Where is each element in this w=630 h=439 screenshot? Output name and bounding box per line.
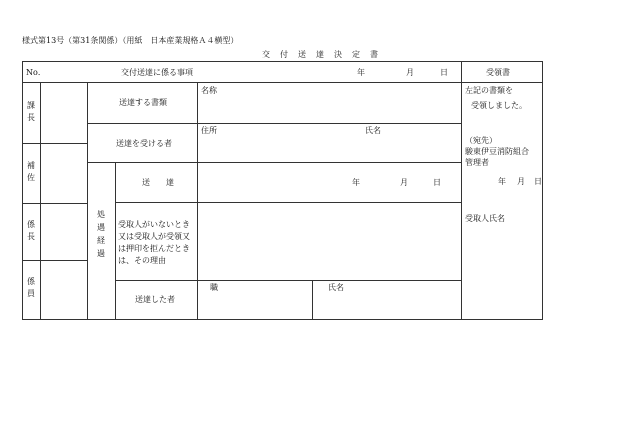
receipt-signer: 受取人氏名 [465,214,505,223]
recipient-row-divider [87,162,461,163]
kacho-label: 課長 [27,101,35,122]
year-label: 年 [357,68,365,77]
address-label: 住所 [201,126,217,135]
deliverer-label: 送達した者 [135,295,175,304]
receipt-line-2: 受領しました。 [471,101,527,110]
receipt-date-year: 年 [498,177,506,186]
document-title: 交 付 送 達 決 定 書 [262,50,379,59]
docs-label: 送達する書類 [119,98,167,107]
no-label: No． [26,68,46,77]
matter-label: 交付送達に係る事項 [121,68,193,77]
receipt-heading: 受領書 [486,68,510,77]
delivery-day-label: 日 [433,178,441,187]
label-column-divider [197,82,198,320]
person-name-label: 氏名 [365,126,381,135]
delivery-decision-form [22,61,543,320]
delivery-label: 送 達 [142,178,174,187]
receipt-org: 駿東伊豆消防組合 [465,147,529,156]
receipt-column-divider [461,61,462,320]
delivery-row-divider [115,202,461,203]
delivery-month-label: 月 [400,178,408,187]
deliverer-name-label: 氏名 [328,283,344,292]
kakariin-label: 係員 [27,277,35,298]
receipt-date-day: 日 [534,177,542,186]
receipt-manager: 管理者 [465,158,489,167]
approval-divider-1 [22,143,87,144]
treatment-column-divider [115,162,116,320]
day-label: 日 [440,68,448,77]
reason-row-divider [115,280,461,281]
month-label: 月 [406,68,414,77]
delivery-year-label: 年 [352,178,360,187]
receipt-date-month: 月 [517,177,525,186]
approval-column-divider [87,82,88,320]
hosa-label: 補佐 [27,161,35,182]
name-label: 名称 [201,86,217,95]
approval-label-divider [40,82,41,320]
reason-label: 受取人がいないとき又は受取人が受領又は押印を拒んだときは、その理由 [118,220,190,265]
recipient-label: 送達を受ける者 [116,139,172,148]
deliverer-name-divider [312,280,313,320]
approval-divider-3 [22,260,87,261]
kakaricho-label: 係長 [27,220,35,241]
docs-row-divider [87,123,461,124]
approval-divider-2 [22,203,87,204]
form-number-label: 様式第13号（第31条関係）（用紙 日本産業規格Ａ４横型） [22,36,239,45]
header-row-divider [22,82,543,83]
receipt-line-1: 左記の書類を [465,86,513,95]
position-label: 職 [210,283,218,292]
treatment-label: 処遇経過 [97,210,105,258]
receipt-addressee: （宛先） [465,136,497,145]
